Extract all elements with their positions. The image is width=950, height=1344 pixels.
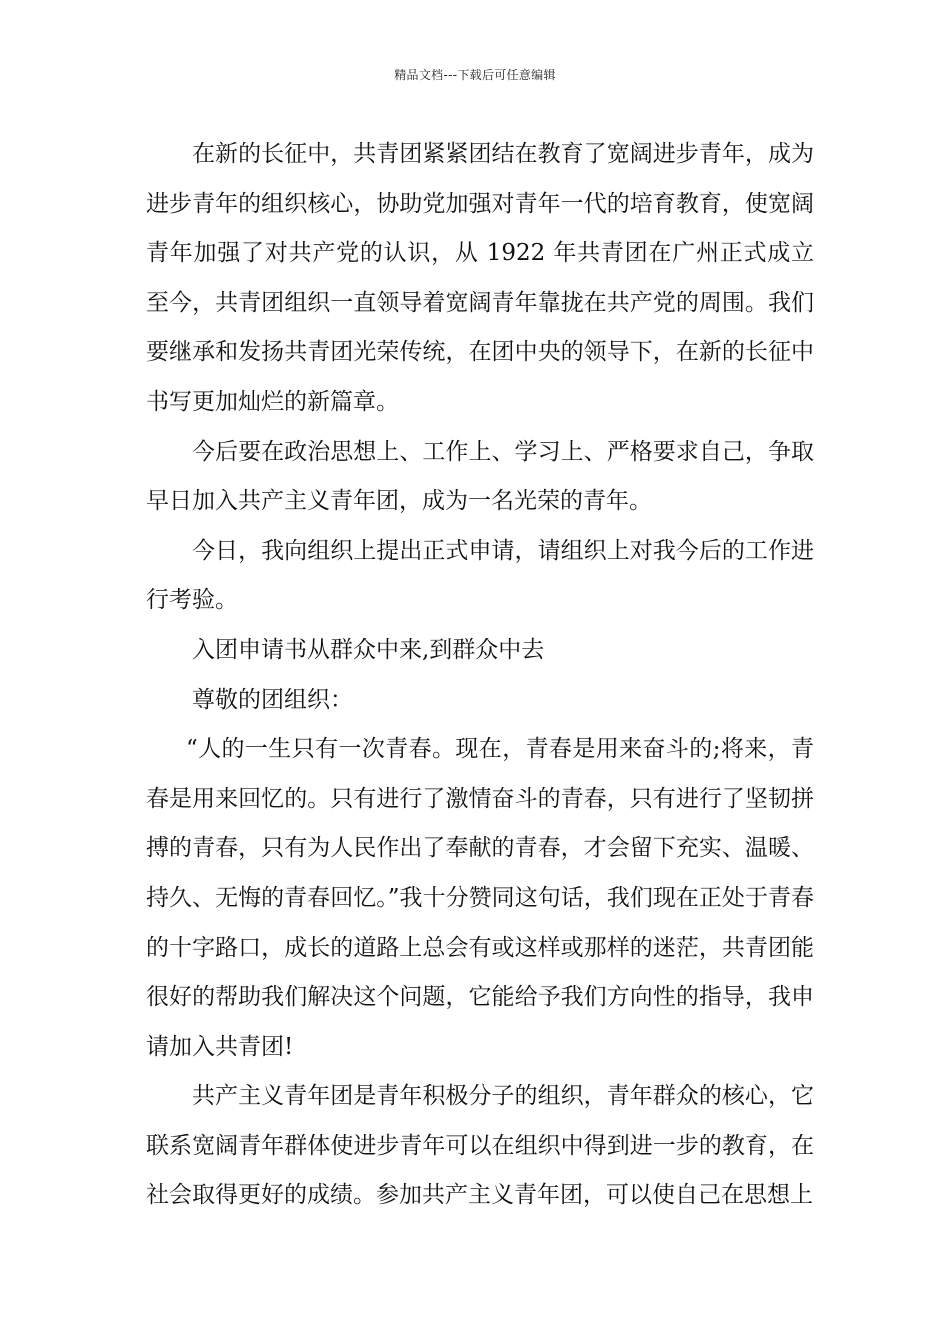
paragraph-7: 共产主义青年团是青年积极分子的组织，青年群众的核心，它联系宽阔青年群体使进步青年可以在组织中得到进一步的教育，在社会取得更好的成绩。参加共产主义青年团，可以使自己在思想上 — [146, 1083, 814, 1209]
document-body — [146, 130, 814, 1221]
paragraph-quote: “人的一生只有一次青春。现在，青春是用来奋斗的;将来，青春是用来回忆的。只有进行了激情奋斗的青春，只有进行了坚韧拼搏的青春，只有为人民作出了奉献的青春，才会留下充实、温暖、持久、无悔的青春回忆。”我十分赞同这句话，我们现在正处于青春的十字路口，成长的道路上总会有或这样或那样的迷茫，共青团能很好的帮助我们解决这个问题，它能给予我们方向性的指导，我申请加入共青团! — [146, 736, 814, 1060]
paragraph-1: 在新的长征中，共青团紧紧团结在教育了宽阔进步青年，成为进步青年的组织核心，协助党加强对青年一代的培育教育，使宽阔青年加强了对共产党的认识，从 1922 年共青团在广州正式成立至今，共青团组织一直领导着宽阔青年靠拢在共产党的周围。我们要继承和发扬共青团光荣传统，在团中央的领导下，在新的长征中书写更加灿烂的新篇章。 — [146, 141, 814, 415]
salutation: 尊敬的团组织： — [192, 686, 353, 713]
paragraph-title: 入团申请书从群众中来,到群众中去 — [192, 636, 545, 663]
page-header: 精品文档---下载后可任意编辑 — [394, 68, 556, 82]
paragraph-3: 今日，我向组织上提出正式申请，请组织上对我今后的工作进行考验。 — [146, 537, 814, 614]
paragraph-2: 今后要在政治思想上、工作上、学习上、严格要求自己，争取早日加入共产主义青年团，成为一名光荣的青年。 — [146, 438, 814, 515]
